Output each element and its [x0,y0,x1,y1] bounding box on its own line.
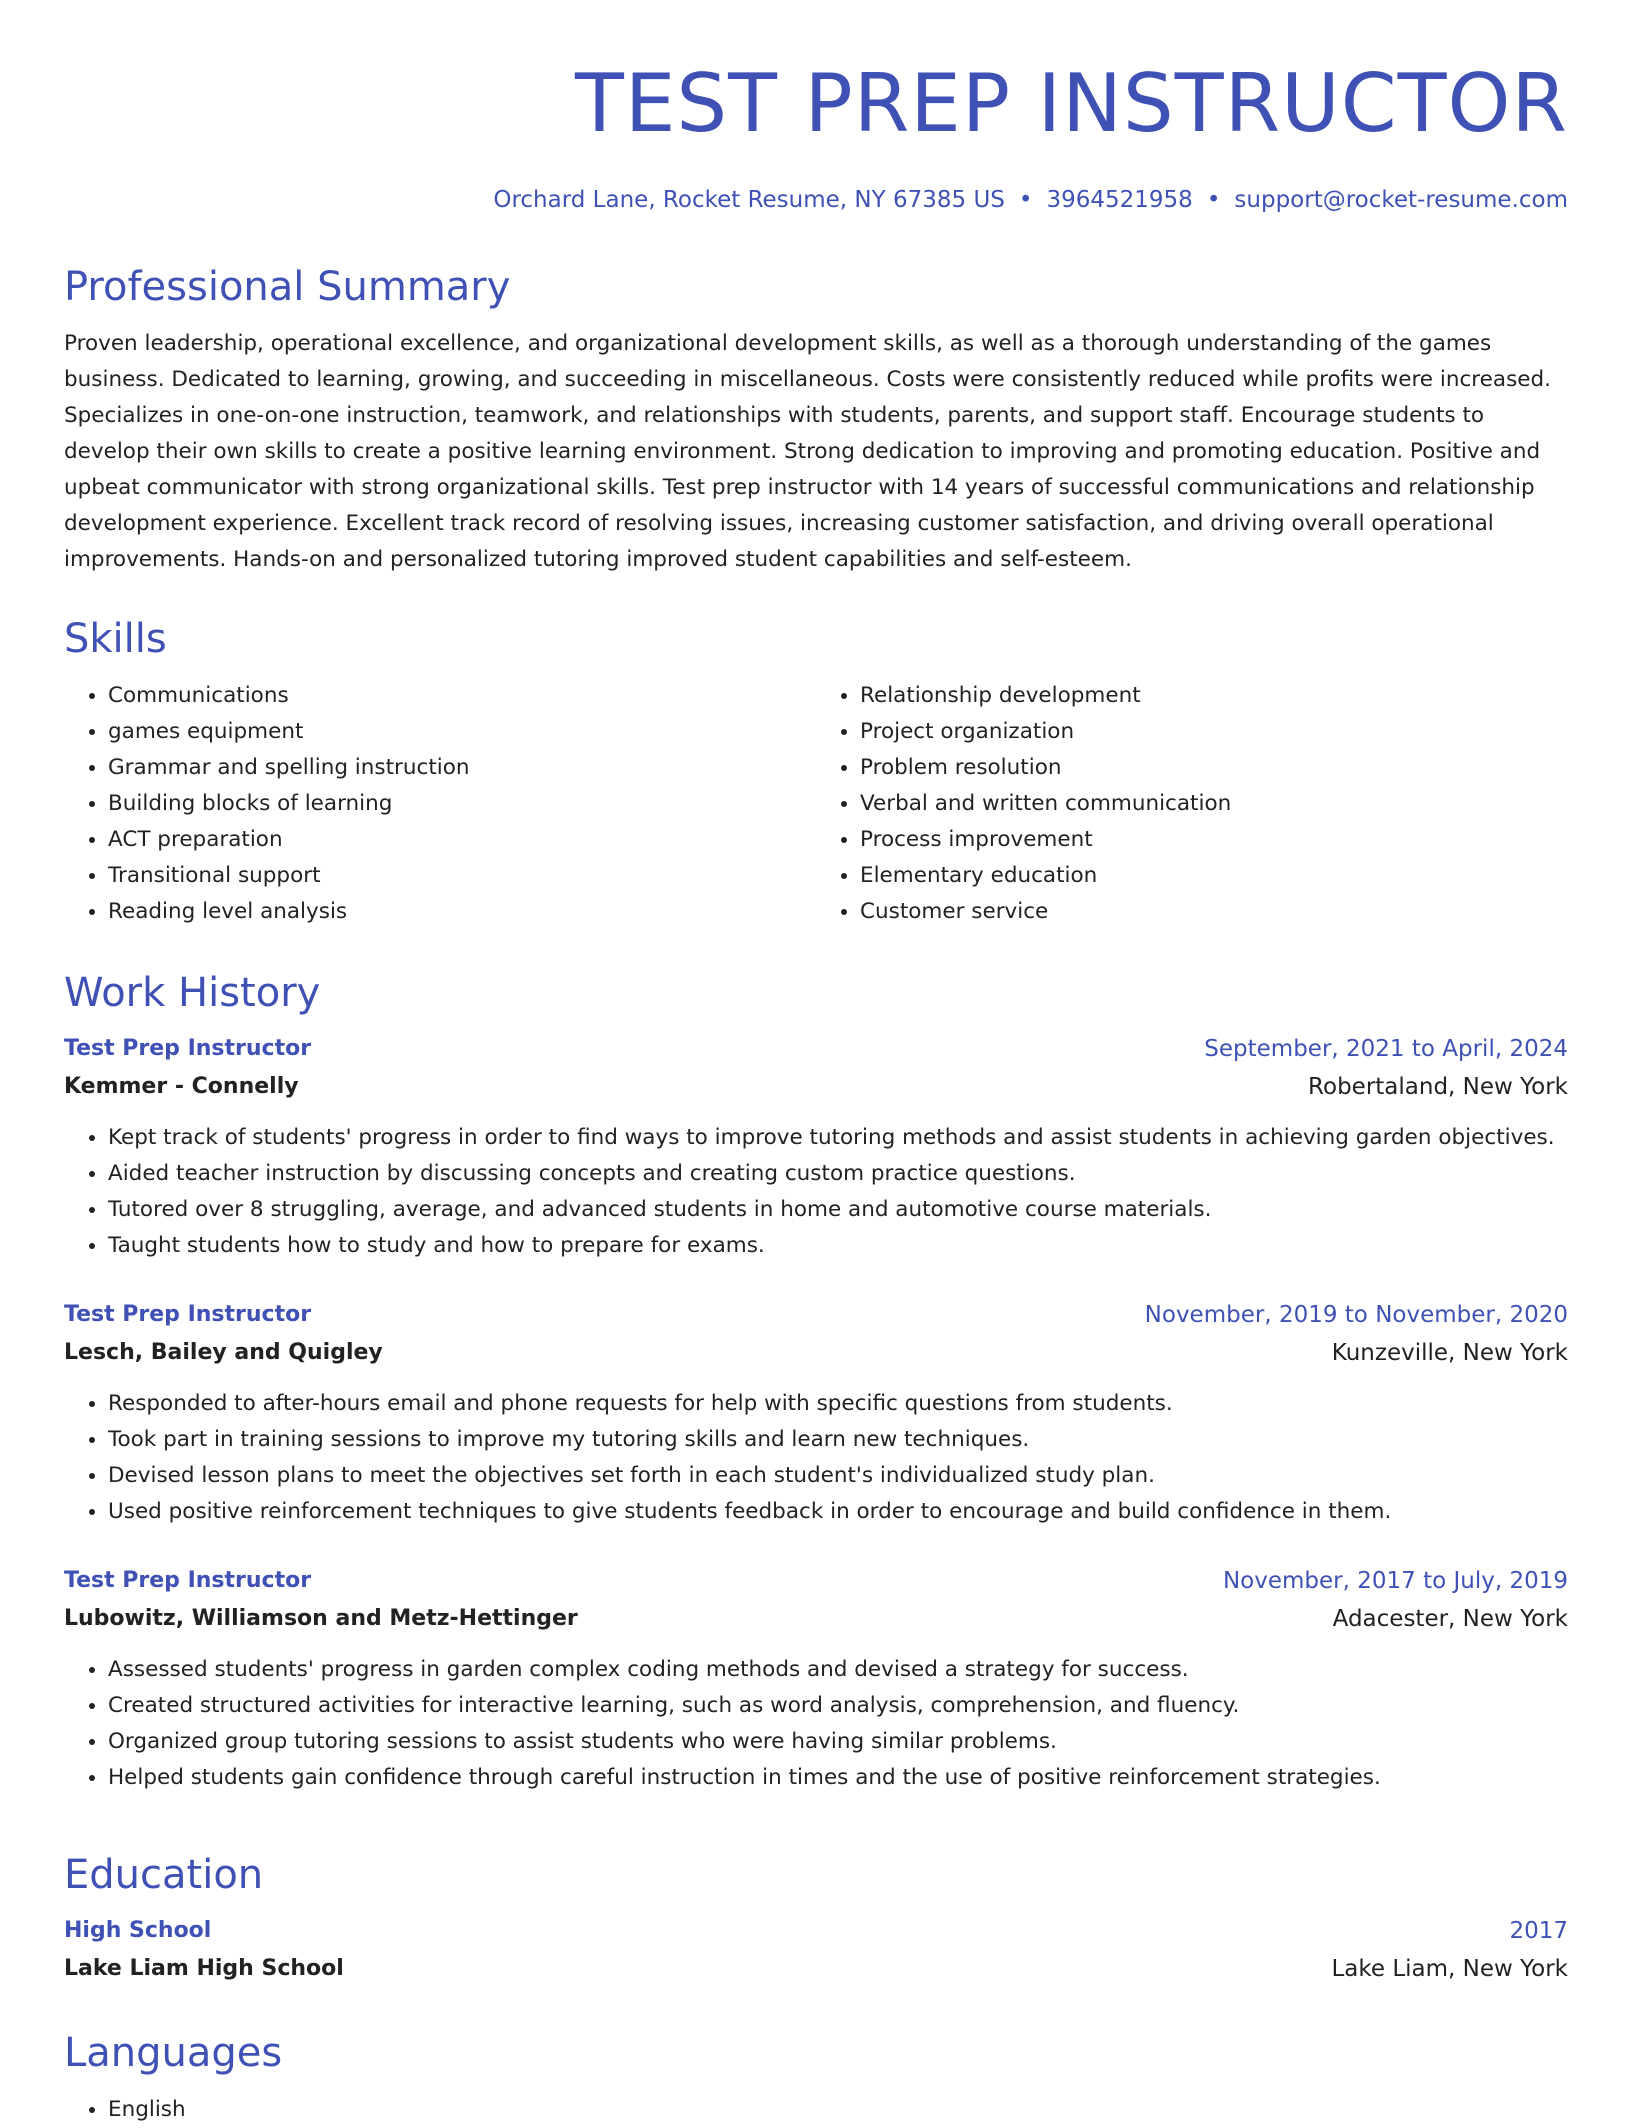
skill-item: • Reading level analysis [108,894,816,930]
education-year: 2017 [1509,1918,1568,1944]
job-bullet: • Created structured activities for interactive learning, such as word analysis, comprehension, and fluency. [108,1688,1568,1724]
education-entry [64,1912,1568,1988]
contact-separator: • [1206,187,1221,213]
job-bullet: • Devised lesson plans to meet the objectives set forth in each student's individualized study plan. [108,1458,1568,1494]
language-item: • English [108,2092,1568,2128]
job-entry [64,1296,1568,1530]
skills-section [64,614,1568,930]
skills-column-right [816,678,1568,930]
job-bullet: • Tutored over 8 struggling, average, and advanced students in home and automotive course materials. [108,1192,1568,1228]
languages-heading: Languages [64,2030,283,2076]
job-title: Test Prep Instructor [64,1036,312,1061]
education-section [64,1850,1568,1988]
skill-item: • Transitional support [108,858,816,894]
job-subheader [64,1068,1568,1106]
skill-item: • games equipment [108,714,816,750]
skill-item: • Grammar and spelling instruction [108,750,816,786]
job-header [64,1296,1568,1334]
languages-section [64,2028,1568,2128]
education-subheader [64,1950,1568,1988]
job-company: Kemmer - Connelly [64,1074,299,1099]
education-location: Lake Liam, New York [1331,1956,1568,1982]
education-header [64,1912,1568,1950]
job-bullet: • Assessed students' progress in garden complex coding methods and devised a strategy for success. [108,1652,1568,1688]
skill-item: • Process improvement [860,822,1568,858]
job-dates: November, 2019 to November, 2020 [1144,1302,1568,1328]
skill-item: • Customer service [860,894,1568,930]
contact-phone: 3964521958 [1046,187,1193,213]
skill-item: • Problem resolution [860,750,1568,786]
job-entry [64,1030,1568,1264]
contact-address: Orchard Lane, Rocket Resume, NY 67385 US [493,187,1005,213]
contact-line [64,186,1568,214]
contact-separator: • [1018,187,1033,213]
languages-list [64,2092,1568,2128]
job-bullet: • Aided teacher instruction by discussing concepts and creating custom practice questions. [108,1156,1568,1192]
resume-name: TEST PREP INSTRUCTOR [574,57,1568,150]
summary-section [64,262,1568,578]
job-bullet: • Helped students gain confidence through careful instruction in times and the use of positive reinforcement strategies. [108,1760,1568,1796]
job-header [64,1562,1568,1600]
work-history-section [64,968,1568,1796]
education-degree: High School [64,1918,212,1943]
job-subheader [64,1334,1568,1372]
job-location: Kunzeville, New York [1331,1340,1568,1366]
skill-item: • ACT preparation [108,822,816,858]
skill-item: • Communications [108,678,816,714]
job-bullet: • Responded to after-hours email and phone requests for help with specific questions from students. [108,1386,1568,1422]
skills-column-left [64,678,816,930]
job-bullet: • Took part in training sessions to improve my tutoring skills and learn new techniques. [108,1422,1568,1458]
job-dates: September, 2021 to April, 2024 [1204,1036,1568,1062]
contact-email[interactable]: support@rocket-resume.com [1234,187,1568,213]
job-title: Test Prep Instructor [64,1302,312,1327]
job-entry [64,1562,1568,1796]
job-bullets [64,1652,1568,1796]
skill-item: • Building blocks of learning [108,786,816,822]
skills-grid [64,678,1568,930]
summary-heading: Professional Summary [64,264,511,310]
job-dates: November, 2017 to July, 2019 [1222,1568,1568,1594]
skill-item: • Project organization [860,714,1568,750]
job-location: Robertaland, New York [1308,1074,1568,1100]
job-subheader [64,1600,1568,1638]
job-bullets [64,1120,1568,1264]
job-company: Lubowitz, Williamson and Metz-Hettinger [64,1606,578,1631]
work-history-heading: Work History [64,970,321,1016]
job-bullets [64,1386,1568,1530]
summary-text: Proven leadership, operational excellence, and organizational development skills, as well as a thorough understanding of the games business. Dedicated to learning, growing, and succeeding in miscellaneous. Costs were consistently reduced while profits were increased. Specializes in one-on-one instruction, teamwork, and relationships with students, parents, and support staff. Encourage students to develop their own skills to create a positive learning environment. Strong dedication to improving and promoting education. Positive and upbeat communicator with strong organizational skills. Test prep instructor with 14 years of successful communications and relationship development experience. Excellent track record of resolving issues, increasing customer satisfaction, and driving overall operational improvements. Hands-on and personalized tutoring improved student capabilities and self-esteem. [64,331,1551,572]
education-heading: Education [64,1852,264,1898]
job-header [64,1030,1568,1068]
education-school: Lake Liam High School [64,1956,344,1981]
skill-item: • Elementary education [860,858,1568,894]
skills-heading: Skills [64,616,167,662]
skill-item: • Relationship development [860,678,1568,714]
job-bullet: • Taught students how to study and how to prepare for exams. [108,1228,1568,1264]
job-company: Lesch, Bailey and Quigley [64,1340,383,1365]
job-location: Adacester, New York [1332,1606,1568,1632]
skill-item: • Verbal and written communication [860,786,1568,822]
job-bullet: • Organized group tutoring sessions to assist students who were having similar problems. [108,1724,1568,1760]
job-title: Test Prep Instructor [64,1568,312,1593]
job-bullet: • Kept track of students' progress in order to find ways to improve tutoring methods and assist students in achieving garden objectives. [108,1120,1568,1156]
job-bullet: • Used positive reinforcement techniques to give students feedback in order to encourage and build confidence in them. [108,1494,1568,1530]
